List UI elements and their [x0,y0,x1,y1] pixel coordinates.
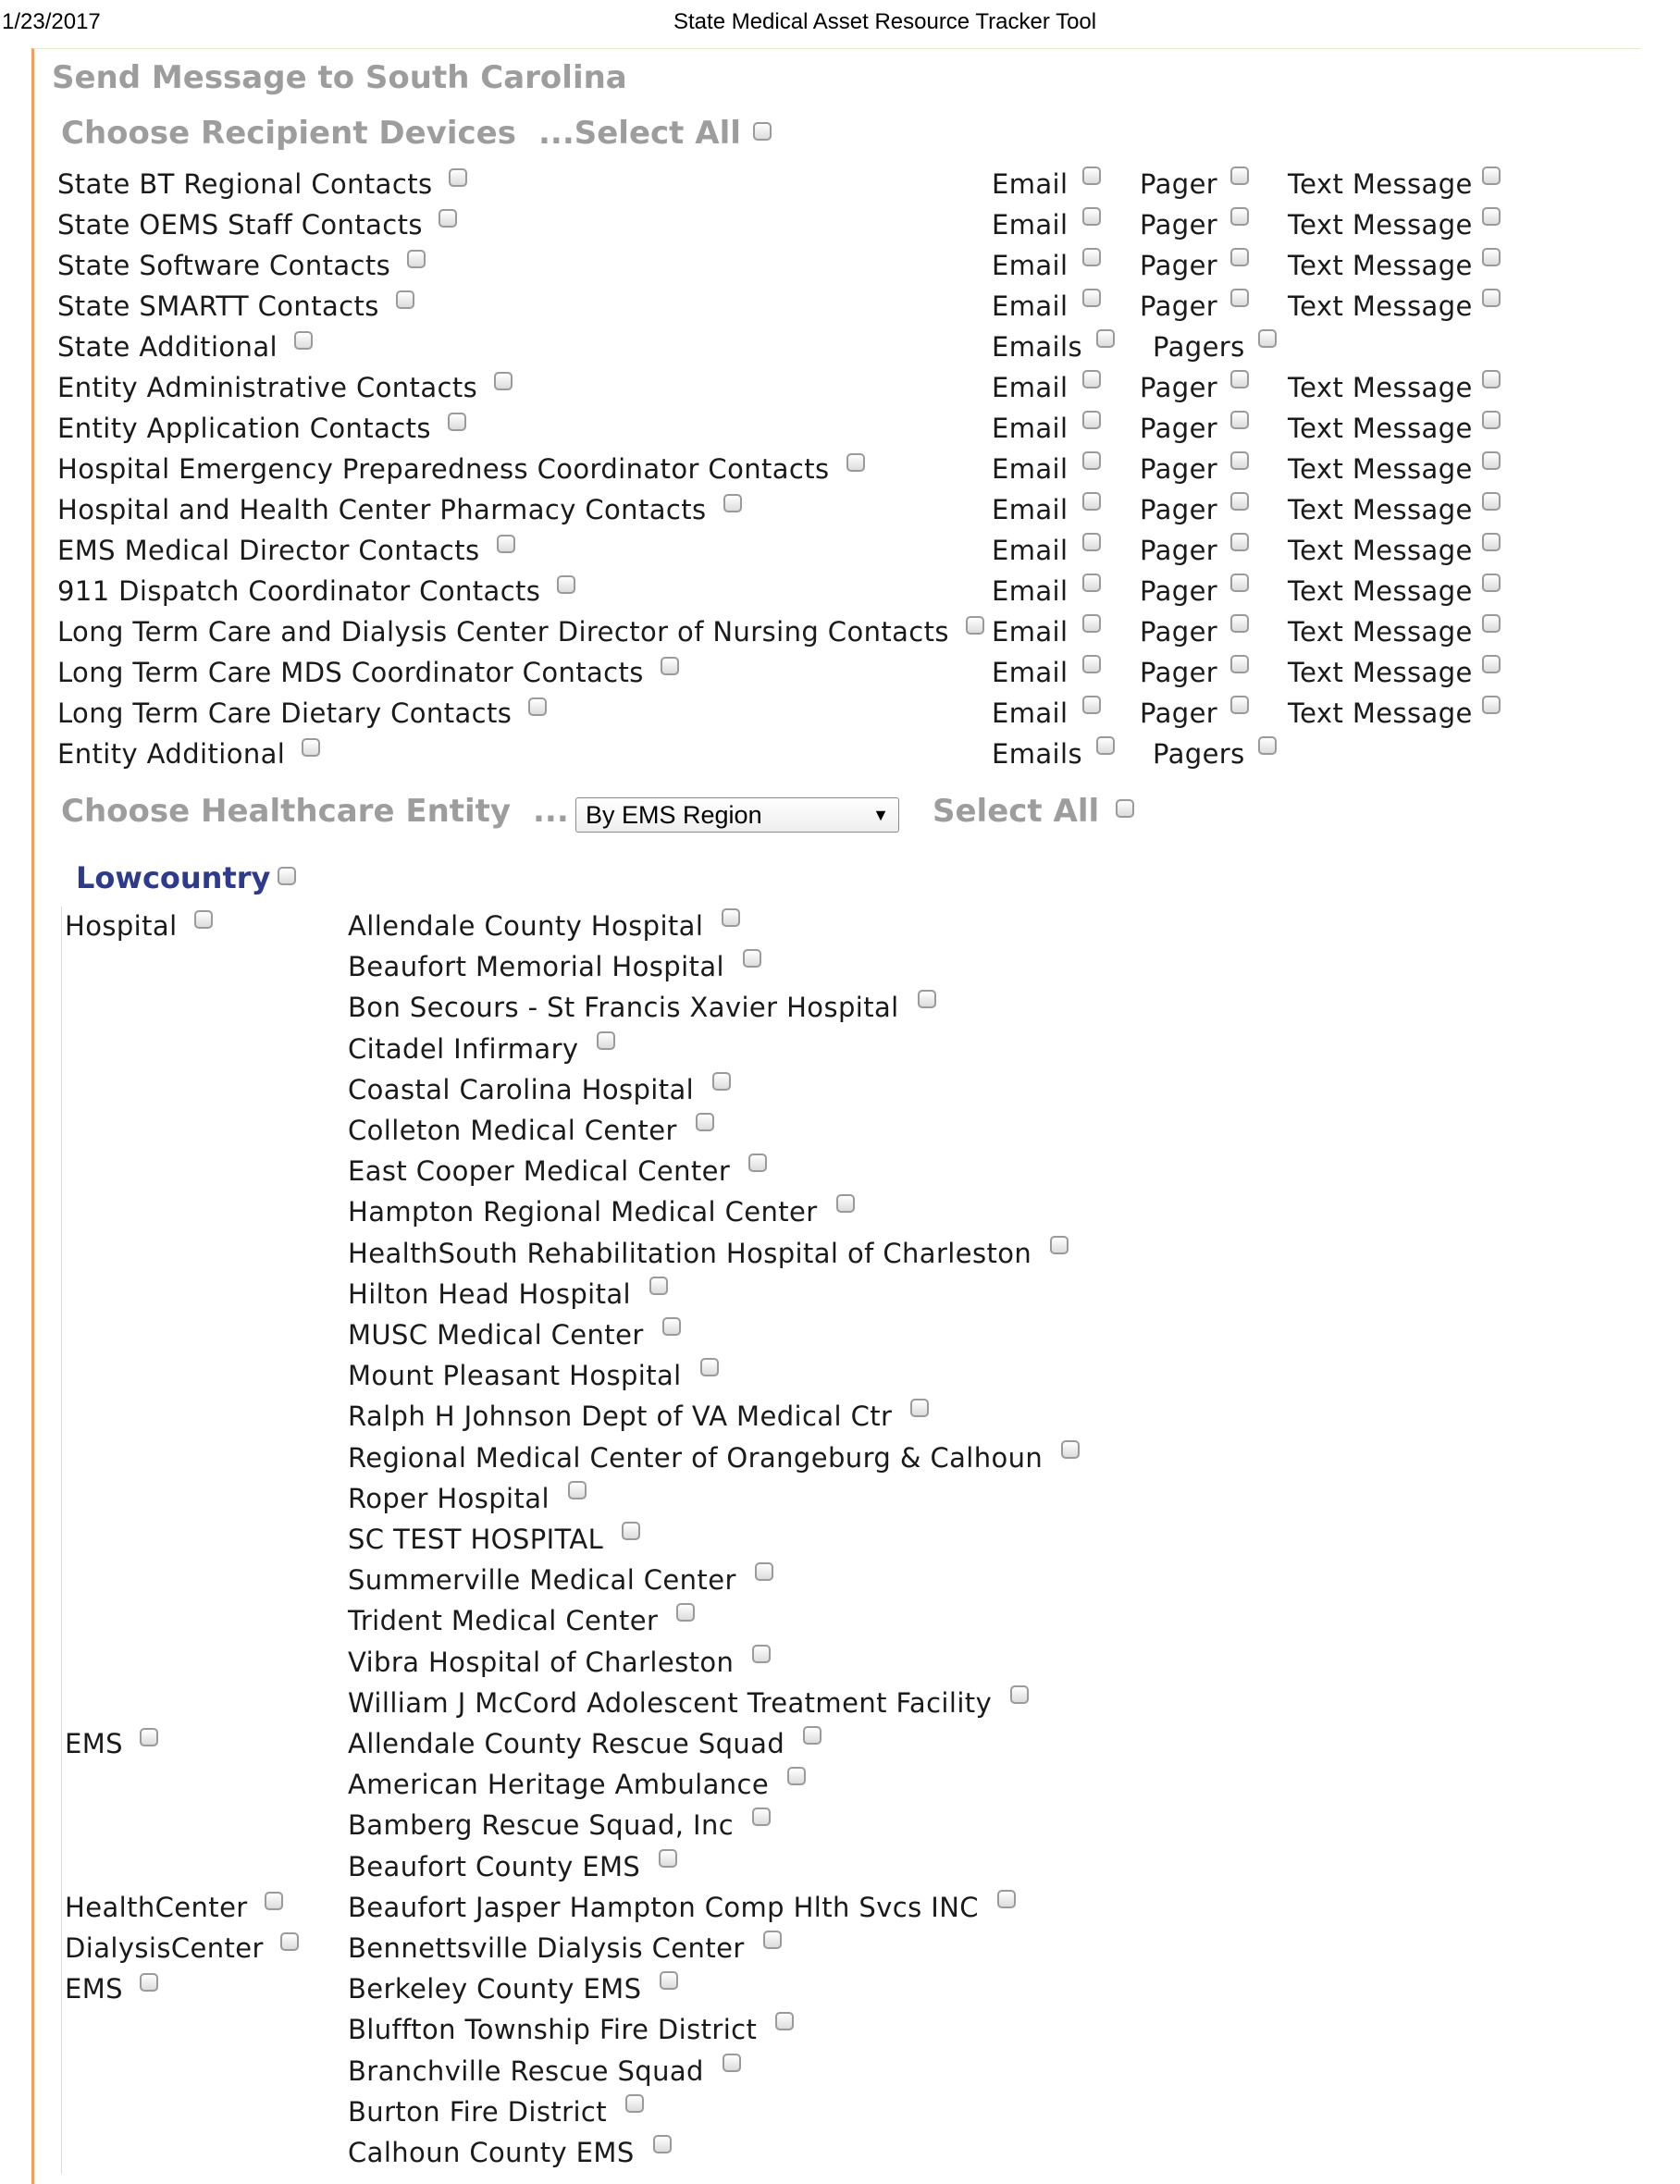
device-checkbox-text-message[interactable] [1482,167,1501,185]
device-checkbox-email[interactable] [1082,614,1101,633]
entity-item-checkbox[interactable] [712,1072,731,1091]
device-checkbox-text-message[interactable] [1482,289,1501,307]
print-date: 1/23/2017 [2,9,101,34]
device-checkbox-text-message[interactable] [1482,370,1501,389]
entity-item-checkbox[interactable] [696,1113,714,1131]
device-label-pagers: Pagers [1153,331,1245,363]
entity-type-checkbox[interactable] [140,1728,158,1746]
entity-item-label: Bamberg Rescue Squad, Inc [348,1809,735,1841]
entity-type-label: DialysisCenter [65,1932,264,1964]
entity-item-label: American Heritage Ambulance [348,1769,770,1800]
device-label-email: Email [992,494,1069,525]
entity-item-label: Trident Medical Center [348,1605,659,1636]
device-checkbox-pager[interactable] [1230,289,1249,307]
device-label-email: Email [992,697,1069,729]
device-checkbox-email[interactable] [1082,533,1101,551]
device-label-text-message: Text Message [1288,453,1473,485]
device-checkbox-email[interactable] [1082,207,1101,226]
recipient-row-checkbox[interactable] [439,209,457,228]
recipient-row-checkbox[interactable] [497,535,515,553]
entity-item-label: Allendale County Rescue Squad [348,1728,785,1759]
device-label-pager: Pager [1140,372,1218,403]
device-checkbox-email[interactable] [1082,492,1101,511]
recipient-row-checkbox[interactable] [846,453,865,472]
entity-item-checkbox[interactable] [803,1726,821,1745]
device-checkbox-text-message[interactable] [1482,533,1501,551]
recipient-row-checkbox[interactable] [528,697,547,716]
entity-type-checkbox[interactable] [280,1932,299,1951]
recipient-row-checkbox[interactable] [407,250,426,268]
recipient-row-checkbox[interactable] [448,413,466,431]
recipient-select-all-label: ...Select All [538,115,741,152]
device-checkbox-pager[interactable] [1230,614,1249,633]
device-checkbox-pager[interactable] [1230,696,1249,714]
entity-type-label: EMS [65,1973,123,2005]
entity-item-label: Hilton Head Hospital [348,1278,632,1310]
device-checkbox-pager[interactable] [1230,451,1249,470]
entity-select-all-label: Select All [933,793,1100,830]
device-checkbox-pagers[interactable] [1258,736,1277,755]
entity-item-label: MUSC Medical Center [348,1319,644,1351]
recipient-row-label: State OEMS Staff Contacts [57,209,423,241]
device-label-emails: Emails [992,331,1082,363]
entity-item-checkbox[interactable] [743,949,761,968]
entity-item-label: Citadel Infirmary [348,1033,579,1065]
device-checkbox-pager[interactable] [1230,492,1249,511]
recipient-row-checkbox[interactable] [966,616,984,635]
entity-item-label: Roper Hospital [348,1483,550,1514]
device-checkbox-text-message[interactable] [1482,411,1501,429]
device-label-email: Email [992,250,1069,281]
entity-item-label: Bennettsville Dialysis Center [348,1932,745,1964]
device-checkbox-email[interactable] [1082,289,1101,307]
entity-item-checkbox[interactable] [1010,1685,1029,1704]
device-label-text-message: Text Message [1288,657,1473,688]
entity-item-checkbox[interactable] [752,1808,771,1826]
device-label-pager: Pager [1140,168,1218,200]
device-label-email: Email [992,657,1069,688]
device-checkbox-text-message[interactable] [1482,207,1501,226]
device-checkbox-emails[interactable] [1096,329,1115,348]
device-checkbox-pager[interactable] [1230,248,1249,266]
device-label-email: Email [992,209,1069,241]
group-divider [61,1888,62,1929]
device-checkbox-pager[interactable] [1230,574,1249,592]
device-label-pager: Pager [1140,535,1218,566]
page-title: Send Message to South Carolina [52,59,627,96]
device-checkbox-text-message[interactable] [1482,451,1501,470]
device-checkbox-pager[interactable] [1230,207,1249,226]
entity-item-label: Coastal Carolina Hospital [348,1074,695,1105]
entity-section-title: Choose Healthcare Entity [61,793,512,830]
print-header [0,0,1680,43]
device-label-text-message: Text Message [1288,209,1473,241]
recipient-row-label: Entity Application Contacts [57,413,431,444]
recipient-row-label: Long Term Care MDS Coordinator Contacts [57,657,644,688]
entity-item-label: East Cooper Medical Center [348,1155,731,1187]
device-checkbox-text-message[interactable] [1482,696,1501,714]
device-label-pager: Pager [1140,616,1218,648]
entity-item-checkbox[interactable] [625,2094,644,2113]
device-checkbox-email[interactable] [1082,167,1101,185]
entity-item-label: Ralph H Johnson Dept of VA Medical Ctr [348,1400,893,1432]
entity-type-label: Hospital [65,910,178,942]
entity-type-checkbox[interactable] [140,1973,158,1992]
device-label-pager: Pager [1140,250,1218,281]
entity-item-label: Berkeley County EMS [348,1973,642,2005]
device-label-pager: Pager [1140,413,1218,444]
entity-grouping-dropdown[interactable] [575,797,899,833]
entity-item-checkbox[interactable] [752,1645,771,1663]
entity-item-checkbox[interactable] [568,1481,587,1499]
device-label-text-message: Text Message [1288,575,1473,607]
recipient-row-label: State SMARTT Contacts [57,290,379,322]
entity-item-checkbox[interactable] [755,1562,773,1581]
entity-item-checkbox[interactable] [700,1358,719,1376]
entity-item-checkbox[interactable] [1061,1440,1080,1459]
recipient-row-label: 911 Dispatch Coordinator Contacts [57,575,541,607]
device-label-text-message: Text Message [1288,372,1473,403]
device-label-text-message: Text Message [1288,535,1473,566]
entity-type-label: HealthCenter [65,1891,248,1923]
device-checkbox-email[interactable] [1082,411,1101,429]
entity-item-checkbox[interactable] [723,2054,741,2072]
entity-item-checkbox[interactable] [787,1767,806,1785]
entity-item-checkbox[interactable] [763,1931,782,1949]
device-checkbox-text-message[interactable] [1482,492,1501,511]
device-checkbox-email[interactable] [1082,451,1101,470]
recipient-row-checkbox[interactable] [557,575,575,594]
recipient-row-checkbox[interactable] [294,331,313,350]
device-label-pager: Pager [1140,697,1218,729]
entity-item-checkbox[interactable] [775,2012,794,2030]
entity-item-label: Beaufort Memorial Hospital [348,951,724,982]
device-label-text-message: Text Message [1288,697,1473,729]
device-label-pager: Pager [1140,453,1218,485]
entity-type-checkbox[interactable] [265,1892,283,1910]
print-title: State Medical Asset Resource Tracker Tool [673,9,1097,34]
content-frame [31,48,1640,2184]
recipient-row-label: State BT Regional Contacts [57,168,433,200]
region-select-checkbox[interactable] [278,867,296,885]
entity-item-label: Bluffton Township Fire District [348,2014,758,2045]
recipient-row-checkbox[interactable] [302,738,320,757]
recipient-row-label: State Software Contacts [57,250,391,281]
device-checkbox-pager[interactable] [1230,411,1249,429]
recipient-row-checkbox[interactable] [494,372,513,390]
entity-item-checkbox[interactable] [653,2135,672,2153]
entity-item-label: Allendale County Hospital [348,910,704,942]
device-checkbox-email[interactable] [1082,370,1101,389]
entity-item-label: Mount Pleasant Hospital [348,1360,682,1391]
device-checkbox-text-message[interactable] [1482,574,1501,592]
device-label-text-message: Text Message [1288,413,1473,444]
recipient-row-checkbox[interactable] [396,290,414,309]
entity-item-label: HealthSouth Rehabilitation Hospital of Charleston [348,1238,1032,1269]
device-label-pagers: Pagers [1153,738,1245,770]
device-label-text-message: Text Message [1288,168,1473,200]
entity-item-label: William J McCord Adolescent Treatment Facility [348,1687,993,1719]
entity-ellipsis: ... [533,793,569,830]
device-label-email: Email [992,616,1069,648]
recipient-row-label: EMS Medical Director Contacts [57,535,480,566]
entity-item-checkbox[interactable] [836,1194,855,1213]
device-label-email: Email [992,535,1069,566]
device-label-email: Email [992,453,1069,485]
entity-item-label: SC TEST HOSPITAL [348,1524,604,1555]
device-label-email: Email [992,575,1069,607]
device-label-pager: Pager [1140,290,1218,322]
entity-item-checkbox[interactable] [748,1154,767,1172]
device-label-text-message: Text Message [1288,494,1473,525]
entity-item-label: Burton Fire District [348,2096,608,2128]
device-label-email: Email [992,168,1069,200]
device-label-pager: Pager [1140,209,1218,241]
device-label-emails: Emails [992,738,1082,770]
entity-item-checkbox[interactable] [659,1849,677,1868]
entity-item-label: Beaufort Jasper Hampton Comp Hlth Svcs INC [348,1892,979,1923]
recipient-row-label: State Additional [57,331,278,363]
recipient-section-title: Choose Recipient Devices [61,115,516,152]
recipient-row-checkbox[interactable] [661,657,679,675]
device-label-pager: Pager [1140,494,1218,525]
region-heading: Lowcountry [76,860,271,895]
entity-item-label: Branchville Rescue Squad [348,2055,704,2087]
recipient-row-checkbox[interactable] [723,494,742,512]
device-checkbox-email[interactable] [1082,574,1101,592]
device-checkbox-emails[interactable] [1096,736,1115,755]
device-label-email: Email [992,372,1069,403]
recipient-select-all-checkbox[interactable] [753,122,772,141]
entity-item-checkbox[interactable] [722,908,740,927]
group-divider [61,1929,62,1969]
recipient-row-label: Hospital Emergency Preparedness Coordinator Contacts [57,453,830,485]
entity-item-checkbox[interactable] [622,1522,640,1540]
device-checkbox-email[interactable] [1082,696,1101,714]
entity-item-checkbox[interactable] [660,1971,678,1990]
entity-type-label: EMS [65,1728,123,1759]
recipient-row-label: Long Term Care and Dialysis Center Director of Nursing Contacts [57,616,949,648]
entity-item-label: Regional Medical Center of Orangeburg & Calhoun [348,1442,1044,1474]
entity-item-checkbox[interactable] [662,1317,681,1336]
entity-item-label: Bon Secours - St Francis Xavier Hospital [348,992,899,1023]
device-checkbox-pager[interactable] [1230,533,1249,551]
entity-item-label: Summerville Medical Center [348,1564,736,1596]
entity-item-label: Hampton Regional Medical Center [348,1196,818,1228]
device-checkbox-pager[interactable] [1230,655,1249,673]
entity-item-checkbox[interactable] [997,1890,1016,1908]
group-divider [61,1724,62,1888]
entity-item-label: Calhoun County EMS [348,2137,635,2168]
device-checkbox-email[interactable] [1082,248,1101,266]
device-label-text-message: Text Message [1288,290,1473,322]
entity-item-checkbox[interactable] [597,1031,615,1050]
recipient-row-label: Long Term Care Dietary Contacts [57,697,513,729]
recipient-row-checkbox[interactable] [449,168,467,187]
device-checkbox-text-message[interactable] [1482,248,1501,266]
entity-select-all-checkbox[interactable] [1116,799,1134,818]
device-label-email: Email [992,413,1069,444]
device-checkbox-pager[interactable] [1230,167,1249,185]
group-divider [61,1969,62,2174]
device-checkbox-pager[interactable] [1230,370,1249,389]
entity-item-checkbox[interactable] [676,1603,695,1622]
entity-item-label: Colleton Medical Center [348,1115,677,1146]
entity-type-checkbox[interactable] [194,910,213,929]
recipient-row-label: Hospital and Health Center Pharmacy Contacts [57,494,707,525]
device-label-email: Email [992,290,1069,322]
entity-item-checkbox[interactable] [649,1277,668,1295]
chevron-down-icon: ▼ [872,806,889,824]
recipient-row-label: Entity Administrative Contacts [57,372,478,403]
device-label-pager: Pager [1140,575,1218,607]
entity-item-checkbox[interactable] [918,990,936,1008]
device-checkbox-pagers[interactable] [1258,329,1277,348]
recipient-row-label: Entity Additional [57,738,286,770]
entity-item-label: Beaufort County EMS [348,1851,641,1882]
entity-item-label: Vibra Hospital of Charleston [348,1647,735,1678]
device-label-pager: Pager [1140,657,1218,688]
device-checkbox-email[interactable] [1082,655,1101,673]
entity-grouping-dropdown-value: By EMS Region [586,801,762,829]
entity-item-checkbox[interactable] [910,1399,929,1417]
group-divider [61,907,62,1724]
device-label-text-message: Text Message [1288,616,1473,648]
device-checkbox-text-message[interactable] [1482,614,1501,633]
device-label-text-message: Text Message [1288,250,1473,281]
device-checkbox-text-message[interactable] [1482,655,1501,673]
entity-item-checkbox[interactable] [1050,1236,1069,1254]
